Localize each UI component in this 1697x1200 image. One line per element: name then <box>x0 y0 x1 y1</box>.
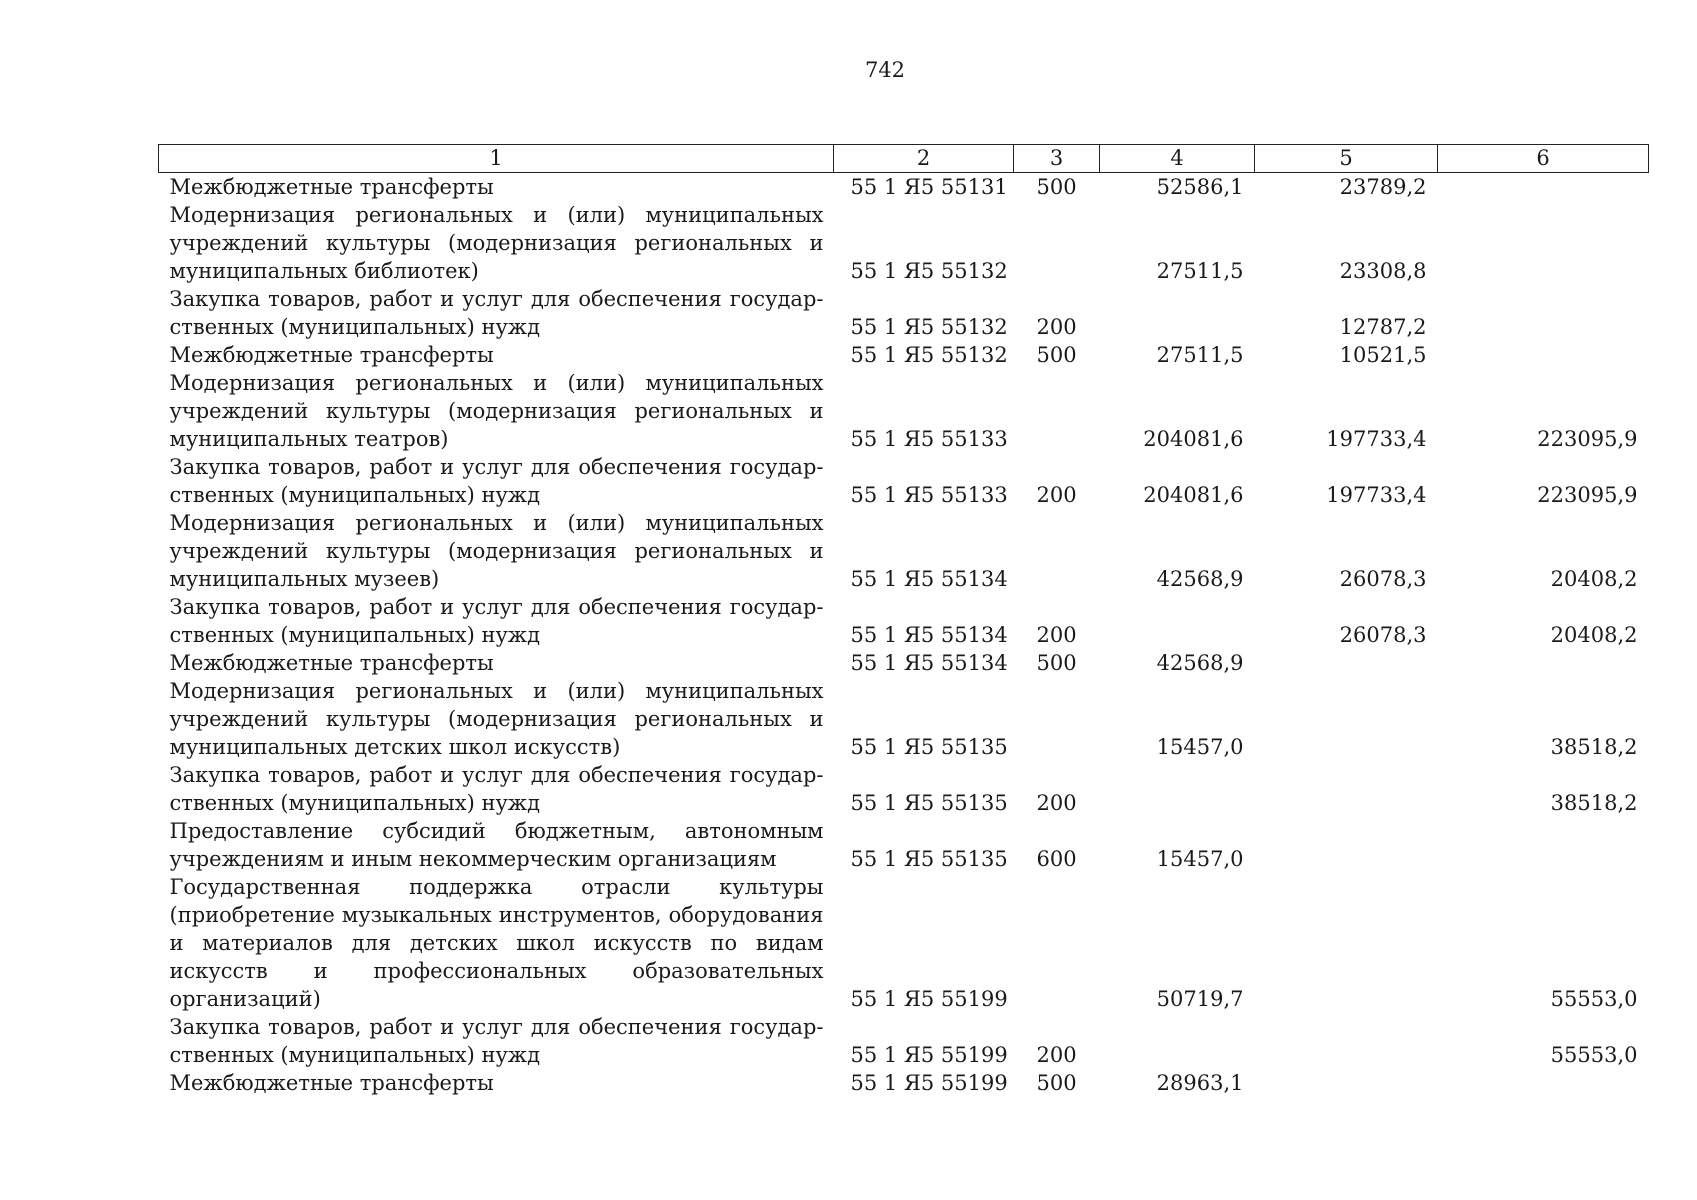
amount-col6-cell <box>1438 817 1649 873</box>
amount-col5-cell <box>1255 1013 1438 1069</box>
amount-col4-cell: 15457,0 <box>1156 847 1244 871</box>
amount-col5-cell <box>1255 873 1438 1013</box>
amount-col5-cell <box>1255 761 1438 817</box>
amount-col6-cell: 38518,2 <box>1550 735 1638 759</box>
expense-type-cell: 500 <box>1036 1071 1077 1095</box>
target-code-cell: 55 1 Я5 55135 <box>850 791 1008 815</box>
amount-col4-cell: 27511,5 <box>1156 259 1244 283</box>
item-name-cell: Модернизация региональных и (или) муниципальных учреждений культуры (модернизация региональных и муниципальных музеев) <box>169 511 824 591</box>
target-code-cell: 55 1 Я5 55132 <box>850 343 1008 367</box>
expense-type-cell <box>1014 873 1100 1013</box>
amount-col4-cell: 204081,6 <box>1143 427 1244 451</box>
target-code-cell: 55 1 Я5 55132 <box>850 259 1008 283</box>
amount-col5-cell <box>1255 677 1438 761</box>
expense-type-cell <box>1014 201 1100 285</box>
item-name-cell: Межбюджетные трансферты <box>169 1071 494 1095</box>
amount-col5-cell <box>1255 817 1438 873</box>
target-code-cell: 55 1 Я5 55133 <box>850 483 1008 507</box>
table-row <box>159 509 1649 593</box>
amount-col6-cell: 223095,9 <box>1537 427 1638 451</box>
expense-type-cell: 200 <box>1036 623 1077 647</box>
target-code-cell: 55 1 Я5 55134 <box>850 623 1008 647</box>
amount-col6-cell: 20408,2 <box>1550 623 1638 647</box>
amount-col4-cell <box>1100 761 1255 817</box>
item-name-cell: Модернизация региональных и (или) муниципальных учреждений культуры (модернизация региональных и муниципальных библиотек) <box>169 203 824 283</box>
column-header-1: 1 <box>159 145 834 173</box>
amount-col6-cell: 223095,9 <box>1537 483 1638 507</box>
amount-col4-cell <box>1100 593 1255 649</box>
expense-type-cell <box>1014 509 1100 593</box>
target-code-cell: 55 1 Я5 55199 <box>850 987 1008 1011</box>
item-name-cell: Межбюджетные трансферты <box>169 175 494 199</box>
amount-col6-cell <box>1438 173 1649 202</box>
amount-col4-cell: 50719,7 <box>1156 987 1244 1011</box>
column-header-5: 5 <box>1255 145 1438 173</box>
expense-type-cell <box>1014 677 1100 761</box>
table-row <box>159 173 1649 202</box>
table-row <box>159 201 1649 285</box>
header-row <box>159 145 1649 173</box>
amount-col6-cell <box>1438 1069 1649 1097</box>
item-name-cell: Закупка товаров, работ и услуг для обеспечения государственных (муниципальных) нужд <box>169 595 824 647</box>
amount-col6-cell: 20408,2 <box>1550 567 1638 591</box>
table-row <box>159 649 1649 677</box>
budget-table <box>158 144 1649 1097</box>
amount-col5-cell: 26078,3 <box>1339 623 1427 647</box>
expense-type-cell: 500 <box>1036 175 1077 199</box>
amount-col4-cell: 52586,1 <box>1156 175 1244 199</box>
amount-col5-cell: 23789,2 <box>1339 175 1427 199</box>
expense-type-cell: 200 <box>1036 315 1077 339</box>
expense-type-cell: 600 <box>1036 847 1077 871</box>
amount-col4-cell <box>1100 1013 1255 1069</box>
target-code-cell: 55 1 Я5 55134 <box>850 567 1008 591</box>
amount-col4-cell <box>1100 285 1255 341</box>
item-name-cell: Государственная поддержка отрасли культуры (приобретение музыкальных инструментов, оборудования и материалов для детских школ искусств по видам искусств и профессиональных образовательных организаций) <box>169 875 824 1011</box>
table-row <box>159 677 1649 761</box>
table-row <box>159 341 1649 369</box>
amount-col5-cell: 26078,3 <box>1339 567 1427 591</box>
table-row <box>159 453 1649 509</box>
target-code-cell: 55 1 Я5 55199 <box>850 1043 1008 1067</box>
table-row <box>159 369 1649 453</box>
item-name-cell: Закупка товаров, работ и услуг для обеспечения государственных (муниципальных) нужд <box>169 763 824 815</box>
target-code-cell: 55 1 Я5 55199 <box>850 1071 1008 1095</box>
target-code-cell: 55 1 Я5 55135 <box>850 735 1008 759</box>
item-name-cell: Закупка товаров, работ и услуг для обеспечения государственных (муниципальных) нужд <box>169 455 824 507</box>
table-row <box>159 873 1649 1013</box>
amount-col5-cell: 10521,5 <box>1339 343 1427 367</box>
table-row <box>159 593 1649 649</box>
amount-col5-cell <box>1255 1069 1438 1097</box>
expense-type-cell: 200 <box>1036 1043 1077 1067</box>
expense-type-cell: 200 <box>1036 483 1077 507</box>
item-name-cell: Межбюджетные трансферты <box>169 343 494 367</box>
item-name-cell: Закупка товаров, работ и услуг для обеспечения государственных (муниципальных) нужд <box>169 287 824 339</box>
amount-col4-cell: 27511,5 <box>1156 343 1244 367</box>
column-header-3: 3 <box>1014 145 1100 173</box>
table-row <box>159 285 1649 341</box>
table-row <box>159 1013 1649 1069</box>
amount-col4-cell: 15457,0 <box>1156 735 1244 759</box>
amount-col5-cell: 197733,4 <box>1326 427 1427 451</box>
amount-col6-cell <box>1438 341 1649 369</box>
column-header-4: 4 <box>1100 145 1255 173</box>
target-code-cell: 55 1 Я5 55134 <box>850 651 1008 675</box>
expense-type-cell: 500 <box>1036 343 1077 367</box>
target-code-cell: 55 1 Я5 55132 <box>850 315 1008 339</box>
amount-col5-cell: 197733,4 <box>1326 483 1427 507</box>
page-number: 742 <box>864 58 906 82</box>
column-header-6: 6 <box>1438 145 1649 173</box>
amount-col4-cell: 28963,1 <box>1156 1071 1244 1095</box>
target-code-cell: 55 1 Я5 55131 <box>850 175 1008 199</box>
amount-col6-cell: 55553,0 <box>1550 987 1638 1011</box>
column-header-2: 2 <box>834 145 1014 173</box>
expense-type-cell: 500 <box>1036 651 1077 675</box>
amount-col5-cell <box>1255 649 1438 677</box>
amount-col6-cell <box>1438 649 1649 677</box>
amount-col4-cell: 204081,6 <box>1143 483 1244 507</box>
amount-col6-cell <box>1438 201 1649 285</box>
table-row <box>159 817 1649 873</box>
table-row <box>159 1069 1649 1097</box>
amount-col6-cell: 38518,2 <box>1550 791 1638 815</box>
item-name-cell: Модернизация региональных и (или) муниципальных учреждений культуры (модернизация региональных и муниципальных детских школ искусств) <box>169 679 824 759</box>
item-name-cell: Закупка товаров, работ и услуг для обеспечения государственных (муниципальных) нужд <box>169 1015 824 1067</box>
expense-type-cell: 200 <box>1036 791 1077 815</box>
amount-col4-cell: 42568,9 <box>1156 651 1244 675</box>
item-name-cell: Межбюджетные трансферты <box>169 651 494 675</box>
amount-col5-cell: 23308,8 <box>1339 259 1427 283</box>
target-code-cell: 55 1 Я5 55133 <box>850 427 1008 451</box>
amount-col4-cell: 42568,9 <box>1156 567 1244 591</box>
table-row <box>159 761 1649 817</box>
expense-type-cell <box>1014 369 1100 453</box>
amount-col6-cell <box>1438 285 1649 341</box>
item-name-cell: Модернизация региональных и (или) муниципальных учреждений культуры (модернизация региональных и муниципальных театров) <box>169 371 824 451</box>
target-code-cell: 55 1 Я5 55135 <box>850 847 1008 871</box>
item-name-cell: Предоставление субсидий бюджетным, автономным учреждениям и иным некоммерческим организациям <box>169 819 824 871</box>
amount-col5-cell: 12787,2 <box>1339 315 1427 339</box>
amount-col6-cell: 55553,0 <box>1550 1043 1638 1067</box>
